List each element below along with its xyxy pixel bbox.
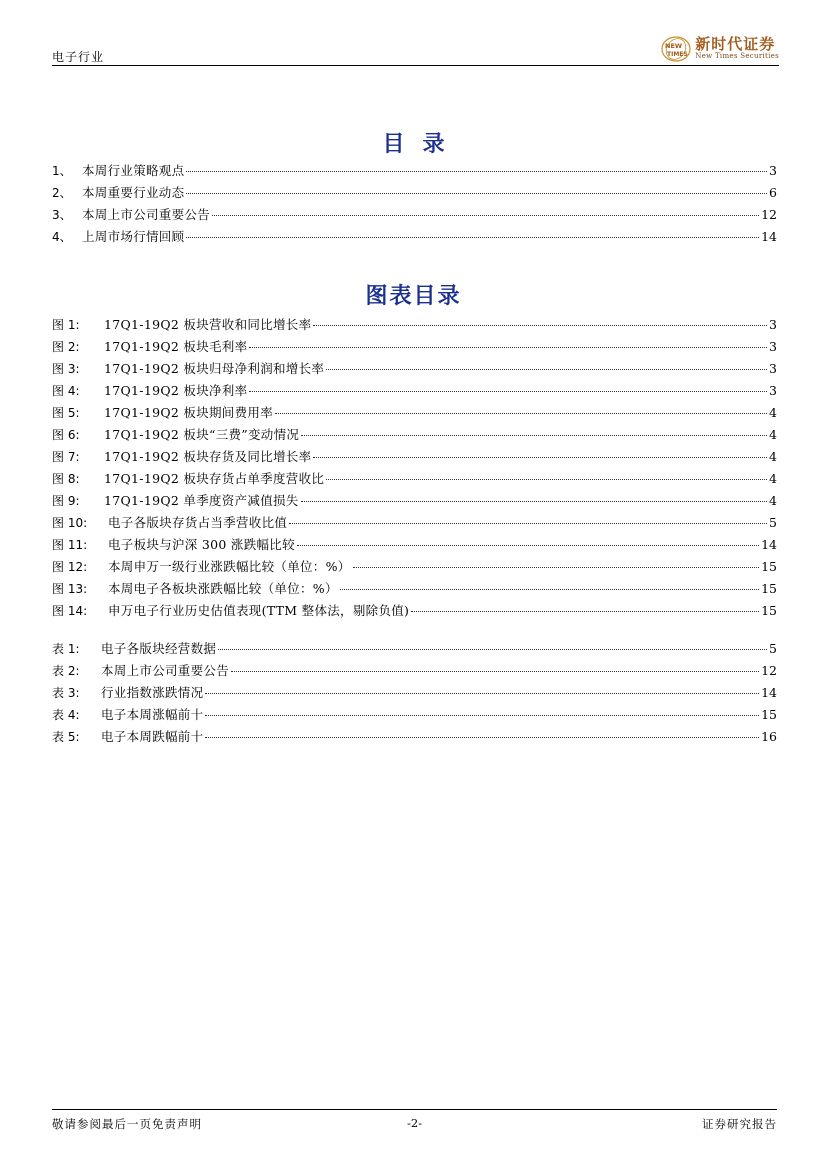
toc-entry[interactable]	[52, 204, 777, 226]
figure-entry-page: 15	[761, 603, 777, 618]
table-entry-number: 表 4:	[52, 708, 80, 722]
figure-entry-page: 4	[769, 471, 777, 486]
figure-entry-number: 图 12:	[52, 560, 88, 574]
toc-entry-number: 1、	[52, 164, 72, 178]
figure-entry-number: 图 2:	[52, 340, 80, 354]
figure-entry-label: 17Q1-19Q2 板块归母净利润和增长率	[104, 361, 325, 376]
figure-entry-number: 图 1:	[52, 318, 80, 332]
figure-entry-page: 4	[769, 449, 777, 464]
dot-leader	[231, 671, 759, 672]
dot-leader	[326, 479, 767, 480]
table-entry-page: 14	[761, 685, 777, 700]
logo-english-name: New Times Securities	[695, 52, 779, 60]
figure-entry[interactable]	[52, 578, 777, 600]
toc-entry-label: 本周上市公司重要公告	[82, 207, 211, 222]
dot-leader	[326, 369, 767, 370]
header-section-title: 电子行业	[52, 50, 105, 64]
company-logo	[661, 36, 779, 62]
figure-entry[interactable]	[52, 336, 777, 358]
figure-entry-page: 15	[761, 559, 777, 574]
toc-entry[interactable]	[52, 182, 777, 204]
footer-divider	[52, 1109, 777, 1110]
table-entry[interactable]	[52, 682, 777, 704]
figure-entry-page: 5	[769, 515, 777, 530]
dot-leader	[249, 391, 767, 392]
toc-entry-number: 3、	[52, 208, 72, 222]
figure-entry-label: 17Q1-19Q2 板块营收和同比增长率	[104, 317, 312, 332]
svg-text:NEW: NEW	[665, 42, 683, 50]
table-entry-number: 表 3:	[52, 686, 80, 700]
dot-leader	[301, 501, 767, 502]
dot-leader	[218, 649, 767, 650]
figure-entry-page: 4	[769, 493, 777, 508]
figure-entry-number: 图 9:	[52, 494, 80, 508]
figure-entry-label: 本周申万一级行业涨跌幅比较（单位：%）	[108, 559, 351, 574]
figure-entry-number: 图 13:	[52, 582, 88, 596]
dot-leader	[289, 523, 767, 524]
table-entry-label: 电子各版块经营数据	[101, 641, 217, 656]
figure-entry[interactable]	[52, 380, 777, 402]
figure-entry-page: 15	[761, 581, 777, 596]
table-entry[interactable]	[52, 638, 777, 660]
toc-list	[52, 160, 777, 248]
figure-entry-number: 图 6:	[52, 428, 80, 442]
figure-entry[interactable]	[52, 358, 777, 380]
dot-leader	[301, 435, 767, 436]
figure-entry-number: 图 10:	[52, 516, 88, 530]
toc-entry-page: 3	[769, 163, 777, 178]
dot-leader	[186, 237, 759, 238]
table-entry-number: 表 5:	[52, 730, 80, 744]
dot-leader	[186, 193, 767, 194]
logo-text	[695, 36, 779, 61]
dot-leader	[275, 413, 767, 414]
dot-leader	[205, 693, 759, 694]
figure-entry[interactable]	[52, 402, 777, 424]
figure-index-heading: 图表目录	[365, 284, 462, 309]
table-entry[interactable]	[52, 660, 777, 682]
table-list	[52, 638, 777, 748]
toc-entry-page: 12	[761, 207, 777, 222]
dot-leader	[411, 611, 759, 612]
toc-entry-label: 上周市场行情回顾	[82, 229, 185, 244]
dot-leader	[249, 347, 767, 348]
report-type: 证券研究报告	[702, 1117, 777, 1131]
figure-entry-label: 申万电子行业历史估值表现(TTM 整体法，剔除负值)	[108, 603, 410, 618]
figure-entry-label: 17Q1-19Q2 板块净利率	[104, 383, 248, 398]
figure-entry-number: 图 8:	[52, 472, 80, 486]
figure-entry[interactable]	[52, 468, 777, 490]
header-divider	[52, 65, 779, 66]
figure-entry-page: 3	[769, 339, 777, 354]
figure-entry-label: 电子板块与沪深 300 涨跌幅比较	[108, 537, 295, 552]
figure-entry[interactable]	[52, 556, 777, 578]
figure-entry-page: 3	[769, 383, 777, 398]
figure-entry[interactable]	[52, 446, 777, 468]
toc-entry-label: 本周行业策略观点	[82, 163, 185, 178]
table-entry-page: 12	[761, 663, 777, 678]
figure-entry[interactable]	[52, 314, 777, 336]
figure-entry-number: 图 3:	[52, 362, 80, 376]
table-entry-label: 电子本周涨幅前十	[101, 707, 204, 722]
figure-entry-label: 17Q1-19Q2 板块毛利率	[104, 339, 248, 354]
figure-entry-label: 17Q1-19Q2 板块存货及同比增长率	[104, 449, 312, 464]
figure-entry-label: 17Q1-19Q2 板块期间费用率	[104, 405, 274, 420]
page-footer	[52, 1109, 777, 1139]
table-entry-label: 电子本周跌幅前十	[101, 729, 204, 744]
table-entry-label: 本周上市公司重要公告	[101, 663, 230, 678]
table-entry[interactable]	[52, 704, 777, 726]
disclaimer-note: 敬请参阅最后一页免责声明	[52, 1117, 202, 1131]
toc-entry-label: 本周重要行业动态	[82, 185, 185, 200]
toc-entry[interactable]	[52, 226, 777, 248]
figure-entry-page: 3	[769, 361, 777, 376]
figure-entry-number: 图 4:	[52, 384, 80, 398]
figure-entry[interactable]	[52, 512, 777, 534]
figure-entry[interactable]	[52, 534, 777, 556]
dot-leader	[205, 715, 759, 716]
figure-entry-label: 17Q1-19Q2 板块存货占单季度营收比	[104, 471, 325, 486]
table-entry[interactable]	[52, 726, 777, 748]
table-entry-label: 行业指数涨跌情况	[101, 685, 204, 700]
table-entry-number: 表 2:	[52, 664, 80, 678]
toc-entry[interactable]	[52, 160, 777, 182]
figure-entry-number: 图 7:	[52, 450, 80, 464]
table-entry-page: 5	[769, 641, 777, 656]
figure-entry-number: 图 11:	[52, 538, 88, 552]
figure-entry-page: 14	[761, 537, 777, 552]
figure-entry-number: 图 14:	[52, 604, 88, 618]
toc-entry-page: 14	[761, 229, 777, 244]
table-entry-number: 表 1:	[52, 642, 80, 656]
dot-leader	[353, 567, 760, 568]
figure-entry-label: 本周电子各板块涨跌幅比较（单位：%）	[108, 581, 338, 596]
table-entry-page: 16	[761, 729, 777, 744]
page-header	[52, 36, 779, 66]
figure-entry[interactable]	[52, 424, 777, 446]
dot-leader	[313, 457, 767, 458]
logo-chinese-name: 新时代证券	[695, 35, 776, 53]
figure-entry[interactable]	[52, 490, 777, 512]
table-entry-page: 15	[761, 707, 777, 722]
toc-heading: 目录	[382, 132, 463, 157]
new-times-logo-icon	[661, 36, 691, 62]
figure-entry[interactable]	[52, 600, 777, 622]
toc-entry-number: 4、	[52, 230, 72, 244]
page-number: -2-	[406, 1116, 423, 1130]
figure-entry-page: 4	[769, 427, 777, 442]
dot-leader	[212, 215, 759, 216]
figure-entry-number: 图 5:	[52, 406, 80, 420]
figure-entry-page: 4	[769, 405, 777, 420]
figure-entry-label: 17Q1-19Q2 单季度资产减值损失	[104, 493, 299, 508]
svg-text:TIMES: TIMES	[667, 51, 688, 58]
toc-entry-page: 6	[769, 185, 777, 200]
dot-leader	[186, 171, 767, 172]
dot-leader	[313, 325, 767, 326]
dot-leader	[205, 737, 759, 738]
figure-entry-page: 3	[769, 317, 777, 332]
figure-list	[52, 314, 777, 622]
figure-entry-label: 电子各版块存货占当季营收比值	[108, 515, 288, 530]
figure-entry-label: 17Q1-19Q2 板块“三费”变动情况	[104, 427, 300, 442]
dot-leader	[340, 589, 759, 590]
dot-leader	[297, 545, 759, 546]
toc-entry-number: 2、	[52, 186, 72, 200]
